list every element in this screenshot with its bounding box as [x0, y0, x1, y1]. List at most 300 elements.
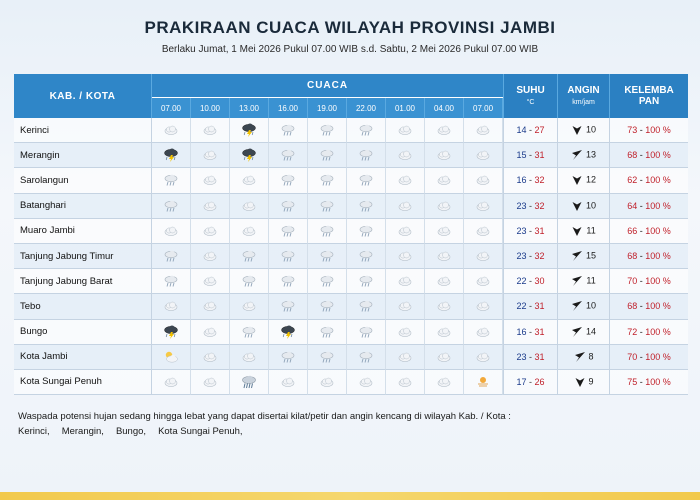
rain-icon: [358, 199, 374, 213]
rain-icon: [319, 148, 335, 162]
temperature-max: 31: [534, 351, 545, 362]
table-row: [14, 143, 688, 168]
rain-icon: [358, 350, 374, 364]
weather-cell: [425, 244, 464, 269]
temperature-cell: [503, 194, 557, 219]
region-name: Sarolangun: [14, 168, 152, 193]
cloud-icon: [475, 350, 491, 364]
weather-cell: [152, 269, 191, 294]
rain-icon: [358, 299, 374, 313]
range-separator: -: [637, 276, 646, 287]
temperature-max: 32: [534, 251, 545, 262]
rain-icon: [319, 224, 335, 238]
weather-cell: [347, 370, 386, 395]
weather-cell: [308, 294, 347, 319]
humidity-min: 70: [627, 351, 638, 362]
weather-cell: [386, 219, 425, 244]
cloud-icon: [397, 375, 413, 389]
bottom-strip: [0, 492, 700, 500]
wind-direction-icon: [571, 149, 583, 161]
wind-speed: 15: [586, 250, 597, 261]
weather-cell: [191, 118, 230, 143]
cloud-icon: [280, 375, 296, 389]
weather-cell: [386, 118, 425, 143]
rain-icon: [280, 148, 296, 162]
table-row: [14, 370, 688, 395]
weather-cell: [230, 143, 269, 168]
header-angin-label: ANGIN: [567, 85, 600, 97]
weather-cell: [269, 294, 308, 319]
weather-cell: [425, 269, 464, 294]
table-row: [14, 168, 688, 193]
temperature-cell: [503, 143, 557, 168]
humidity-min: 75: [627, 376, 638, 387]
humidity-max: 100 %: [645, 175, 671, 186]
range-separator: -: [637, 376, 646, 387]
humidity-cell: [609, 219, 688, 244]
weather-cell: [386, 168, 425, 193]
wind-cell: [557, 269, 609, 294]
cloud-icon: [397, 224, 413, 238]
cloud-icon: [436, 123, 452, 137]
cloud-icon: [397, 173, 413, 187]
header-kelembapan: [609, 74, 688, 118]
cloud-icon: [319, 375, 335, 389]
temperature-min: 23: [516, 351, 527, 362]
weather-cell: [191, 194, 230, 219]
header: [0, 18, 700, 55]
temperature-min: 23: [516, 225, 527, 236]
humidity-max: 100 %: [645, 200, 671, 211]
rain-icon: [319, 173, 335, 187]
weather-cell: [191, 244, 230, 269]
range-separator: -: [526, 326, 535, 337]
wind-cell: [557, 194, 609, 219]
weather-cell: [191, 320, 230, 345]
temperature-cell: [503, 244, 557, 269]
header-suhu: [503, 74, 557, 118]
weather-cell: [347, 168, 386, 193]
cloud-icon: [397, 199, 413, 213]
temperature-cell: [503, 294, 557, 319]
range-separator: -: [637, 351, 646, 362]
weather-cell: [269, 345, 308, 370]
table-row: [14, 244, 688, 269]
warning-note: [18, 409, 678, 439]
weather-cell: [269, 219, 308, 244]
weather-cell: [152, 143, 191, 168]
wind-direction-icon: [571, 225, 583, 237]
cloud-icon: [397, 325, 413, 339]
weather-cell: [308, 345, 347, 370]
cloud-icon: [436, 249, 452, 263]
weather-cell: [230, 118, 269, 143]
cloud-icon: [163, 299, 179, 313]
weather-cell: [386, 294, 425, 319]
temperature-max: 31: [534, 150, 545, 161]
time-slot-header: 16.00: [269, 98, 308, 118]
table-row: [14, 269, 688, 294]
heavy-rain-icon: [241, 375, 257, 389]
weather-cell: [347, 219, 386, 244]
weather-cell: [191, 269, 230, 294]
weather-cell: [464, 219, 503, 244]
weather-cell: [425, 118, 464, 143]
humidity-max: 100 %: [645, 225, 671, 236]
header-suhu-label: SUHU: [516, 85, 545, 97]
rain-icon: [241, 274, 257, 288]
thunderstorm-icon: [280, 325, 296, 339]
humidity-cell: [609, 143, 688, 168]
time-slot-header: 07.00: [152, 98, 191, 118]
weather-cell: [230, 370, 269, 395]
humidity-max: 100 %: [645, 326, 671, 337]
cloud-icon: [202, 249, 218, 263]
weather-cell: [347, 143, 386, 168]
weather-cell: [386, 269, 425, 294]
weather-cell: [464, 320, 503, 345]
rain-icon: [280, 299, 296, 313]
thunderstorm-icon: [163, 325, 179, 339]
rain-icon: [319, 274, 335, 288]
rain-icon: [358, 173, 374, 187]
cloud-icon: [397, 299, 413, 313]
temperature-max: 32: [534, 175, 545, 186]
wind-direction-icon: [574, 376, 586, 388]
cloud-icon: [202, 199, 218, 213]
humidity-max: 100 %: [645, 351, 671, 362]
weather-cell: [347, 269, 386, 294]
temperature-max: 31: [534, 301, 545, 312]
cloud-icon: [202, 173, 218, 187]
range-separator: -: [526, 175, 535, 186]
weather-cell: [425, 320, 464, 345]
wind-cell: [557, 320, 609, 345]
rain-icon: [358, 274, 374, 288]
rain-icon: [319, 249, 335, 263]
weather-cell: [308, 143, 347, 168]
cloud-icon: [475, 224, 491, 238]
cloud-icon: [397, 249, 413, 263]
weather-cell: [152, 320, 191, 345]
weather-cell: [425, 143, 464, 168]
header-cuaca: CUACA: [152, 74, 503, 98]
cloud-icon: [202, 224, 218, 238]
region-name: Tanjung Jabung Timur: [14, 244, 152, 269]
weather-cell: [152, 168, 191, 193]
temperature-max: 27: [534, 125, 545, 136]
wind-direction-icon: [571, 124, 583, 136]
range-separator: -: [637, 326, 646, 337]
weather-cell: [308, 118, 347, 143]
weather-cell: [269, 168, 308, 193]
weather-cell: [308, 219, 347, 244]
rain-icon: [163, 199, 179, 213]
forecast-rows: [14, 118, 688, 395]
range-separator: -: [637, 200, 646, 211]
humidity-min: 70: [627, 276, 638, 287]
weather-cell: [269, 320, 308, 345]
rain-icon: [358, 325, 374, 339]
cloud-icon: [436, 148, 452, 162]
range-separator: -: [637, 150, 646, 161]
rain-icon: [358, 148, 374, 162]
wind-cell: [557, 244, 609, 269]
weather-cell: [152, 370, 191, 395]
weather-cell: [464, 269, 503, 294]
time-slot-header: 10.00: [191, 98, 230, 118]
wind-direction-icon: [571, 174, 583, 186]
weather-cell: [191, 370, 230, 395]
range-separator: -: [526, 276, 535, 287]
table-row: [14, 345, 688, 370]
temperature-max: 32: [534, 200, 545, 211]
rain-icon: [319, 199, 335, 213]
cloud-icon: [358, 375, 374, 389]
rain-icon: [163, 173, 179, 187]
weather-cell: [269, 194, 308, 219]
rain-icon: [241, 325, 257, 339]
humidity-cell: [609, 168, 688, 193]
range-separator: -: [637, 251, 646, 262]
weather-cell: [425, 219, 464, 244]
weather-cell: [347, 194, 386, 219]
wind-direction-icon: [571, 275, 583, 287]
cloud-icon: [163, 123, 179, 137]
range-separator: -: [526, 376, 535, 387]
wind-speed: 10: [586, 200, 597, 211]
humidity-max: 100 %: [645, 125, 671, 136]
weather-cell: [464, 294, 503, 319]
wind-direction-icon: [571, 250, 583, 262]
range-separator: -: [526, 301, 535, 312]
temperature-cell: [503, 118, 557, 143]
range-separator: -: [637, 125, 646, 136]
rain-icon: [241, 249, 257, 263]
weather-cell: [152, 219, 191, 244]
cloud-icon: [436, 224, 452, 238]
rain-icon: [280, 249, 296, 263]
cloud-icon: [475, 199, 491, 213]
warning-region: Kota Sungai Penuh,: [158, 426, 243, 438]
validity-period: Berlaku Jumat, 1 Mei 2026 Pukul 07.00 WIB s.d. Sabtu, 2 Mei 2026 Pukul 07.00 WIB: [161, 44, 539, 55]
temperature-cell: [503, 269, 557, 294]
weather-cell: [464, 143, 503, 168]
humidity-max: 100 %: [645, 251, 671, 262]
warning-region: Kerinci,: [18, 426, 50, 438]
weather-cell: [269, 244, 308, 269]
weather-cell: [191, 345, 230, 370]
header-kelembapan-line2: PAN: [638, 96, 660, 107]
temperature-min: 15: [516, 150, 527, 161]
region-name: Muaro Jambi: [14, 219, 152, 244]
wind-cell: [557, 370, 609, 395]
cloud-icon: [202, 325, 218, 339]
table-row: [14, 194, 688, 219]
rain-icon: [319, 350, 335, 364]
table-row: [14, 118, 688, 143]
rain-icon: [163, 274, 179, 288]
header-suhu-unit: °C: [526, 98, 535, 106]
weather-cell: [308, 244, 347, 269]
wind-cell: [557, 294, 609, 319]
weather-cell: [230, 168, 269, 193]
warning-region: Merangin,: [61, 426, 104, 438]
wind-direction-icon: [571, 300, 583, 312]
temperature-cell: [503, 219, 557, 244]
weather-cell: [191, 168, 230, 193]
humidity-min: 62: [627, 175, 638, 186]
region-name: Merangin: [14, 143, 152, 168]
cloud-icon: [202, 148, 218, 162]
time-slot-header: 04.00: [425, 98, 464, 118]
weather-cell: [230, 244, 269, 269]
weather-cell: [464, 345, 503, 370]
cloud-icon: [202, 350, 218, 364]
weather-cell: [152, 294, 191, 319]
header-kab-kota: KAB. / KOTA: [14, 74, 152, 118]
wind-cell: [557, 118, 609, 143]
range-separator: -: [526, 125, 535, 136]
rain-icon: [280, 274, 296, 288]
rain-icon: [163, 249, 179, 263]
cloud-icon: [163, 375, 179, 389]
range-separator: -: [637, 301, 646, 312]
weather-cell: [230, 345, 269, 370]
humidity-min: 73: [627, 125, 638, 136]
weather-cell: [425, 345, 464, 370]
range-separator: -: [637, 175, 646, 186]
cloud-icon: [241, 350, 257, 364]
wind-speed: 9: [588, 376, 594, 387]
weather-cell: [152, 244, 191, 269]
weather-cell: [386, 194, 425, 219]
cloud-icon: [475, 299, 491, 313]
weather-cell: [464, 194, 503, 219]
temperature-min: 22: [516, 276, 527, 287]
forecast-table-wrap: [14, 74, 688, 395]
temperature-min: 16: [516, 326, 527, 337]
cloud-icon: [163, 224, 179, 238]
range-separator: -: [526, 351, 535, 362]
weather-cell: [425, 370, 464, 395]
temperature-min: 17: [516, 376, 527, 387]
forecast-table: [14, 74, 688, 395]
rain-icon: [358, 123, 374, 137]
wind-speed: 10: [586, 300, 597, 311]
weather-cell: [230, 320, 269, 345]
cloud-icon: [475, 325, 491, 339]
humidity-cell: [609, 194, 688, 219]
weather-cell: [308, 168, 347, 193]
wind-direction-icon: [571, 200, 583, 212]
weather-cell: [269, 143, 308, 168]
humidity-max: 100 %: [645, 376, 671, 387]
warning-region: Bungo,: [115, 426, 147, 438]
wind-speed: 12: [586, 174, 597, 185]
range-separator: -: [637, 225, 646, 236]
cloud-icon: [475, 173, 491, 187]
cloud-icon: [436, 274, 452, 288]
humidity-max: 100 %: [645, 276, 671, 287]
wind-speed: 11: [586, 275, 596, 286]
cloud-icon: [202, 375, 218, 389]
weather-cell: [386, 320, 425, 345]
rain-icon: [358, 224, 374, 238]
cloud-icon: [475, 123, 491, 137]
header-kelembapan-line1: KELEMBA: [624, 84, 674, 96]
weather-cell: [269, 118, 308, 143]
weather-cell: [152, 118, 191, 143]
cloud-icon: [202, 274, 218, 288]
cloud-icon: [436, 350, 452, 364]
rain-icon: [358, 249, 374, 263]
weather-cell: [269, 370, 308, 395]
cloud-icon: [397, 274, 413, 288]
temperature-max: 26: [534, 376, 545, 387]
cloud-icon: [436, 325, 452, 339]
cloud-icon: [436, 299, 452, 313]
weather-cell: [152, 194, 191, 219]
humidity-cell: [609, 269, 688, 294]
cloud-icon: [436, 375, 452, 389]
header-angin: [557, 74, 609, 118]
cloud-icon: [475, 249, 491, 263]
time-slot-header: 19.00: [308, 98, 347, 118]
humidity-cell: [609, 320, 688, 345]
warning-regions: [18, 424, 678, 439]
temperature-cell: [503, 370, 557, 395]
cloud-icon: [436, 173, 452, 187]
weather-cell: [191, 219, 230, 244]
humidity-min: 68: [627, 301, 638, 312]
table-row: [14, 320, 688, 345]
region-name: Kerinci: [14, 118, 152, 143]
time-slot-header: 07.00: [464, 98, 503, 118]
wind-direction-icon: [574, 351, 586, 363]
wind-cell: [557, 345, 609, 370]
weather-cell: [269, 269, 308, 294]
wind-speed: 11: [586, 225, 596, 236]
cloud-icon: [397, 123, 413, 137]
region-name: Bungo: [14, 320, 152, 345]
cloud-icon: [241, 173, 257, 187]
warning-text: Waspada potensi hujan sedang hingga lebat yang dapat disertai kilat/petir dan angin kencang di wilayah Kab. / Kota :: [18, 411, 511, 422]
cloud-icon: [475, 274, 491, 288]
cloud-icon: [436, 199, 452, 213]
weather-cell: [464, 168, 503, 193]
rain-icon: [280, 350, 296, 364]
weather-cell: [464, 244, 503, 269]
wind-speed: 13: [586, 149, 597, 160]
humidity-min: 72: [627, 326, 638, 337]
wind-cell: [557, 219, 609, 244]
sun-haze-icon: [475, 375, 491, 389]
weather-cell: [386, 244, 425, 269]
weather-cell: [230, 269, 269, 294]
weather-cell: [191, 294, 230, 319]
region-name: Batanghari: [14, 194, 152, 219]
weather-cell: [347, 320, 386, 345]
weather-cell: [308, 194, 347, 219]
range-separator: -: [526, 251, 535, 262]
header-angin-unit: km/jam: [572, 98, 595, 106]
humidity-max: 100 %: [645, 150, 671, 161]
table-row: [14, 219, 688, 244]
cloud-icon: [241, 224, 257, 238]
temperature-cell: [503, 345, 557, 370]
region-name: Tanjung Jabung Barat: [14, 269, 152, 294]
